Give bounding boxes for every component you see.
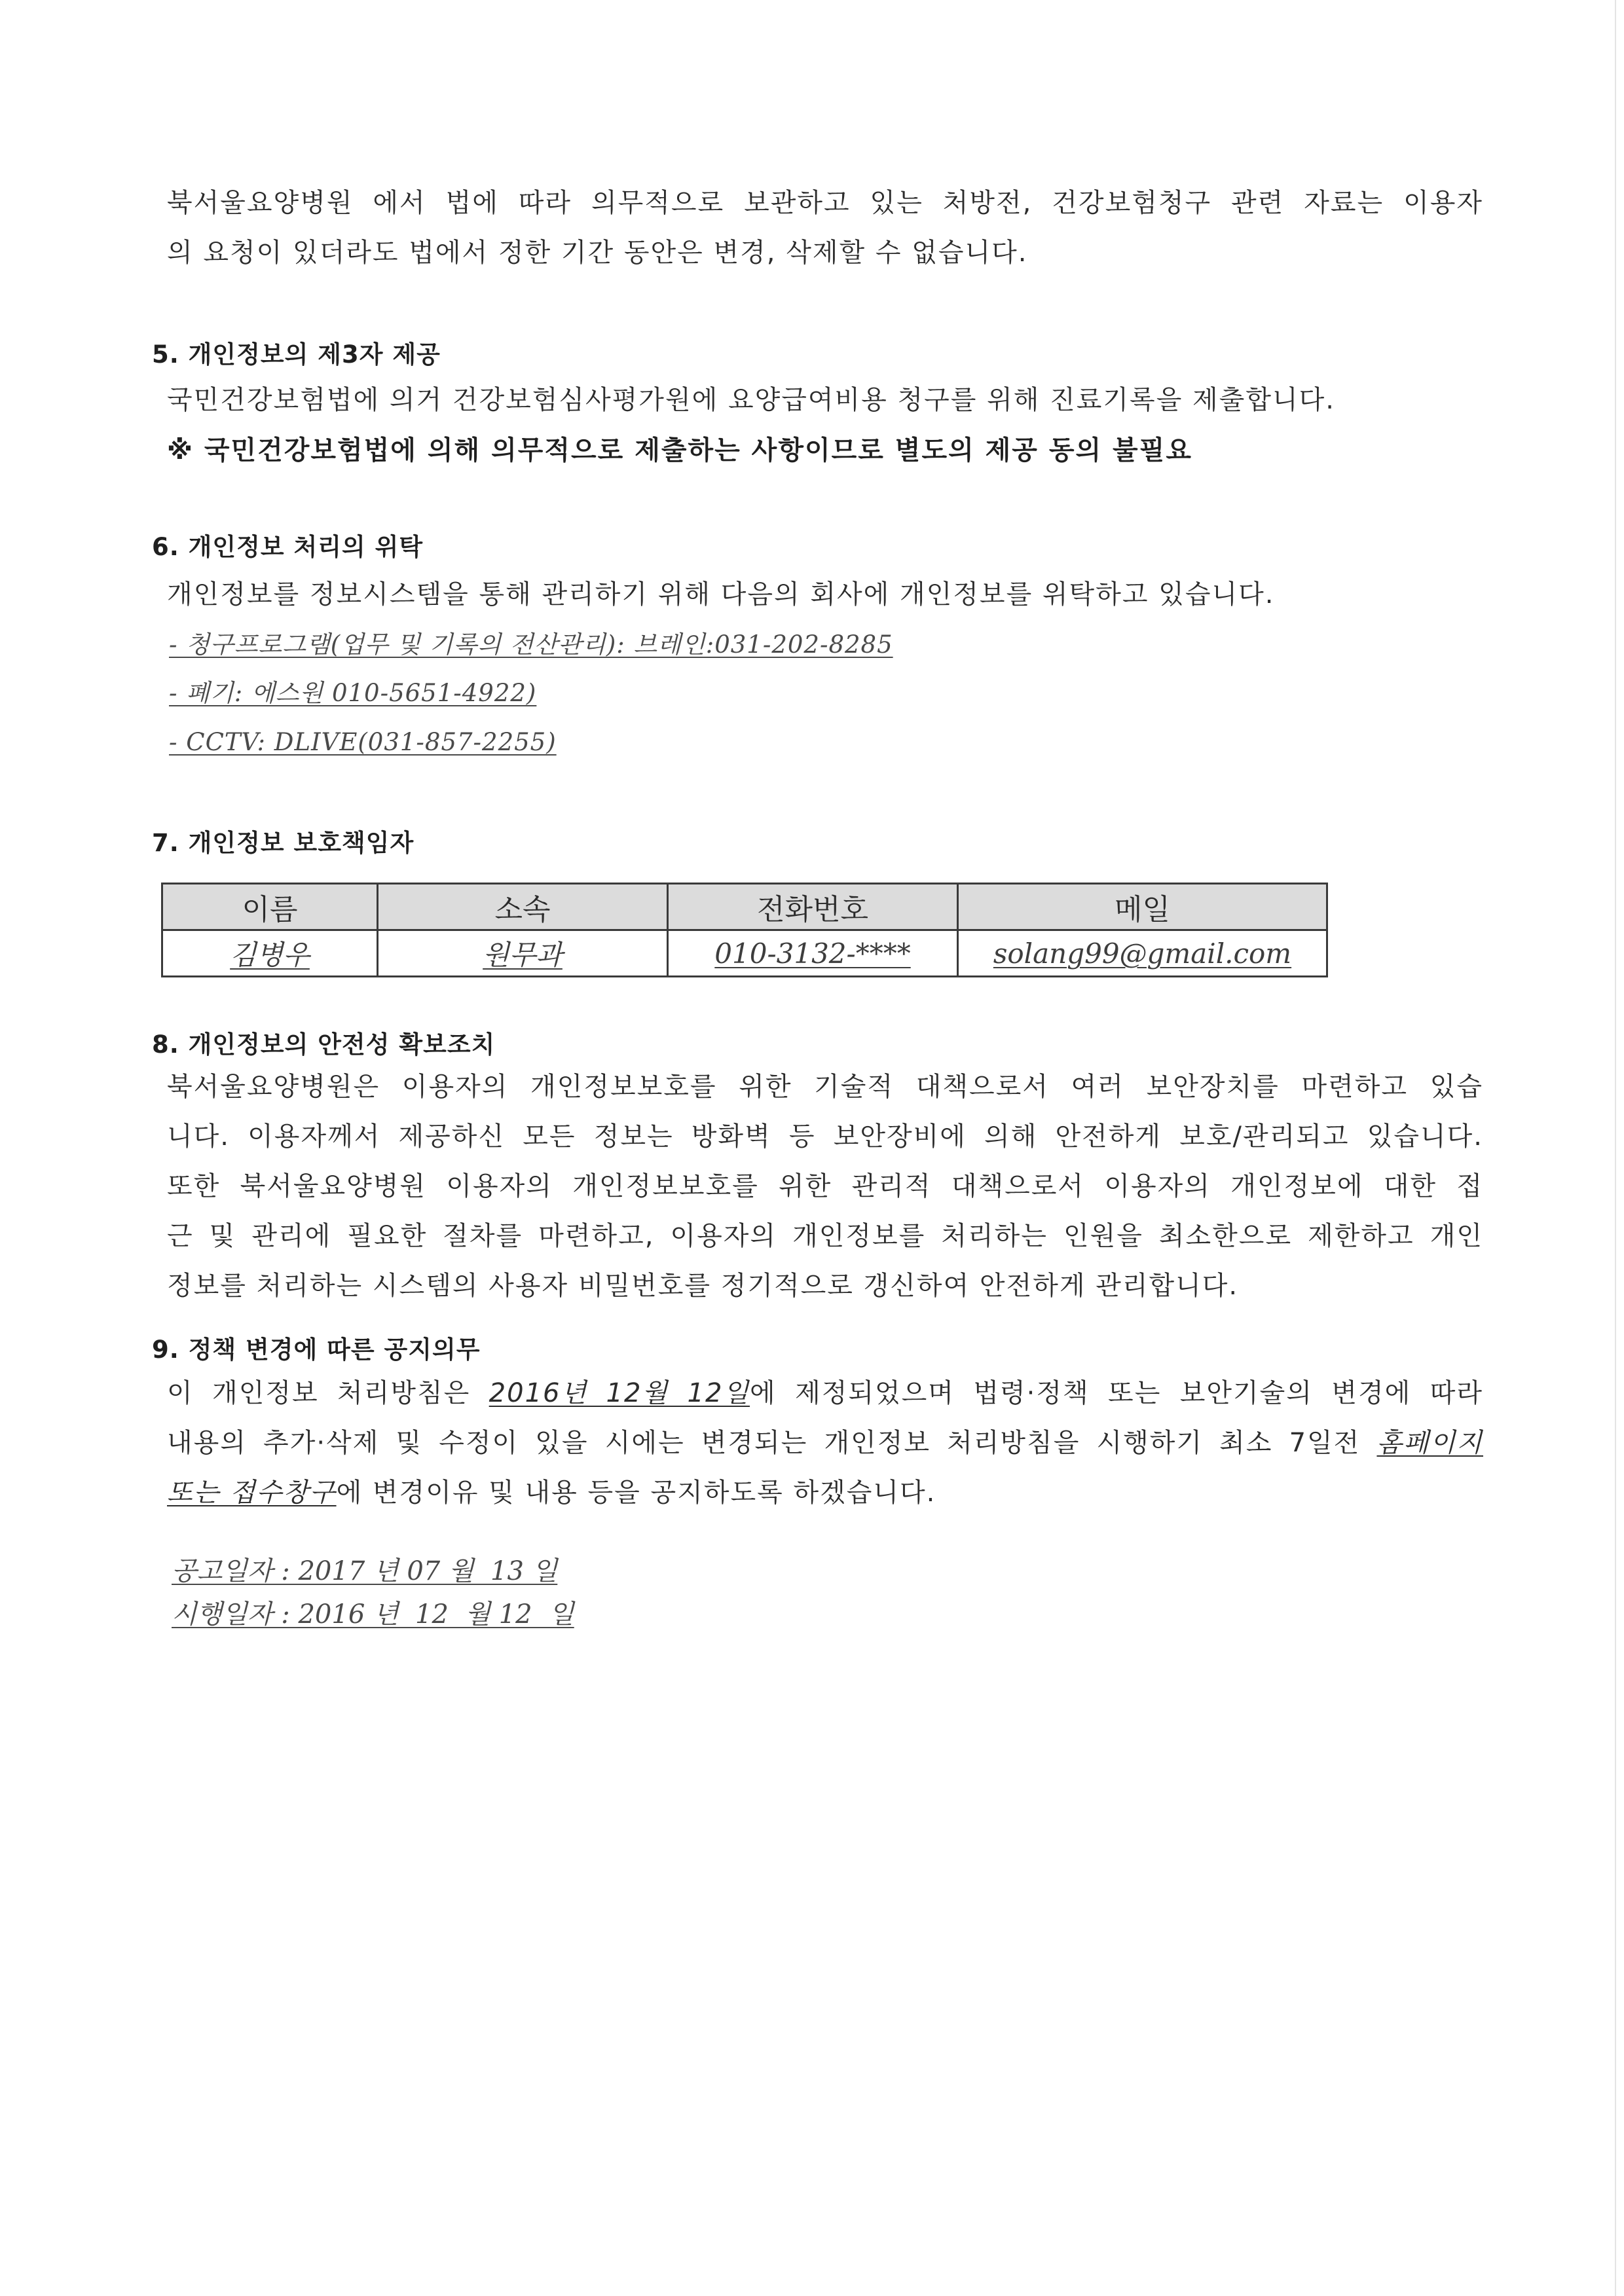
intro-paragraph <box>167 178 1483 278</box>
section9-line-1-rest: 에 제정되었으며 법령·정책 또는 보안기술의 변경에 따라 <box>750 1378 1483 1408</box>
section7-heading: 7. 개인정보 보호책임자 <box>152 829 415 857</box>
section8-line-5: 정보를 처리하는 시스템의 사용자 비밀번호를 정기적으로 갱신하여 안전하게 관리합니다. <box>167 1271 1239 1301</box>
enactment-date: 2016년 12월 12일 <box>489 1378 750 1408</box>
officer-name: 김병우 <box>230 939 310 971</box>
effective-date: 시행일자 : 2016 년 12 월 12 일 <box>172 1599 574 1630</box>
section9-heading: 9. 정책 변경에 따른 공지의무 <box>152 1336 481 1364</box>
cell-name <box>162 930 378 977</box>
section9-line-2 <box>167 1418 1483 1468</box>
reception-desk-text: 또는 접수창구 <box>167 1478 337 1508</box>
section5-note: ※ 국민건강보험법에 의해 의무적으로 제출하는 사항이므로 별도의 제공 동의 불필요 <box>167 435 1192 465</box>
section8-line-2: 니다. 이용자께서 제공하신 모든 정보는 방화벽 등 보안장비에 의해 안전하게 보호/관리되고 있습니다. <box>167 1121 1483 1152</box>
col-header-email: 메일 <box>958 884 1327 930</box>
col-header-name: 이름 <box>162 884 378 930</box>
section8-line-3: 또한 북서울요양병원 이용자의 개인정보보호를 위한 관리적 대책으로서 이용자의 개인정보에 대한 접 <box>167 1171 1483 1201</box>
section6-body: 개인정보를 정보시스템을 통해 관리하기 위해 다음의 회사에 개인정보를 위탁하고 있습니다. <box>167 579 1275 610</box>
homepage-text: 홈페이지 <box>1376 1428 1483 1458</box>
officer-department: 원무과 <box>483 939 563 971</box>
officer-phone: 010-3132-**** <box>714 937 911 970</box>
outsource-item-disposal: - 폐기: 에스원 010-5651-4922) <box>169 679 537 707</box>
section6-heading: 6. 개인정보 처리의 위탁 <box>152 533 424 561</box>
section9-line-3 <box>167 1468 1483 1518</box>
col-header-department: 소속 <box>378 884 668 930</box>
table-header-row <box>162 884 1327 930</box>
section9-line-1 <box>167 1368 1483 1418</box>
section8-paragraph <box>167 1062 1483 1311</box>
intro-line-2: 의 요청이 있더라도 법에서 정한 기간 동안은 변경, 삭제할 수 없습니다. <box>167 238 1028 268</box>
section9-line-1-text: 이 개인정보 처리방침은 <box>167 1378 489 1408</box>
section8-line-1: 북서울요양병원은 이용자의 개인정보보호를 위한 기술적 대책으로서 여러 보안장치를 마련하고 있습 <box>167 1072 1483 1102</box>
outsource-item-cctv: - CCTV: DLIVE(031-857-2255) <box>169 728 557 756</box>
section9-line-3-text: 에 변경이유 및 내용 등을 공지하도록 하겠습니다. <box>336 1478 936 1508</box>
cell-department <box>378 930 668 977</box>
cell-phone <box>668 930 958 977</box>
col-header-phone: 전화번호 <box>668 884 958 930</box>
scan-edge <box>1615 0 1616 2296</box>
officer-email: solang99@gmail.com <box>993 937 1292 970</box>
intro-line-1: 북서울요양병원 에서 법에 따라 의무적으로 보관하고 있는 처방전, 건강보험청구 관련 자료는 이용자 <box>167 188 1483 218</box>
privacy-officer-table <box>161 883 1328 977</box>
cell-email <box>958 930 1327 977</box>
section8-line-4: 근 및 관리에 필요한 절차를 마련하고, 이용자의 개인정보를 처리하는 인원을 최소한으로 제한하고 개인 <box>167 1221 1483 1251</box>
section9-paragraph <box>167 1368 1483 1518</box>
announcement-date: 공고일자 : 2017 년 07 월 13 일 <box>172 1556 558 1586</box>
section5-heading: 5. 개인정보의 제3자 제공 <box>152 340 441 369</box>
outsource-item-billing: - 청구프로그램(업무 및 기록의 전산관리): 브레인:031-202-8285 <box>169 630 893 659</box>
section8-heading: 8. 개인정보의 안전성 확보조치 <box>152 1030 496 1059</box>
table-row <box>162 930 1327 977</box>
section9-line-2-text: 내용의 추가·삭제 및 수정이 있을 시에는 변경되는 개인정보 처리방침을 시행하기 최소 7일전 <box>167 1428 1377 1458</box>
section5-body: 국민건강보험법에 의거 건강보험심사평가원에 요양급여비용 청구를 위해 진료기록을 제출합니다. <box>167 385 1335 415</box>
